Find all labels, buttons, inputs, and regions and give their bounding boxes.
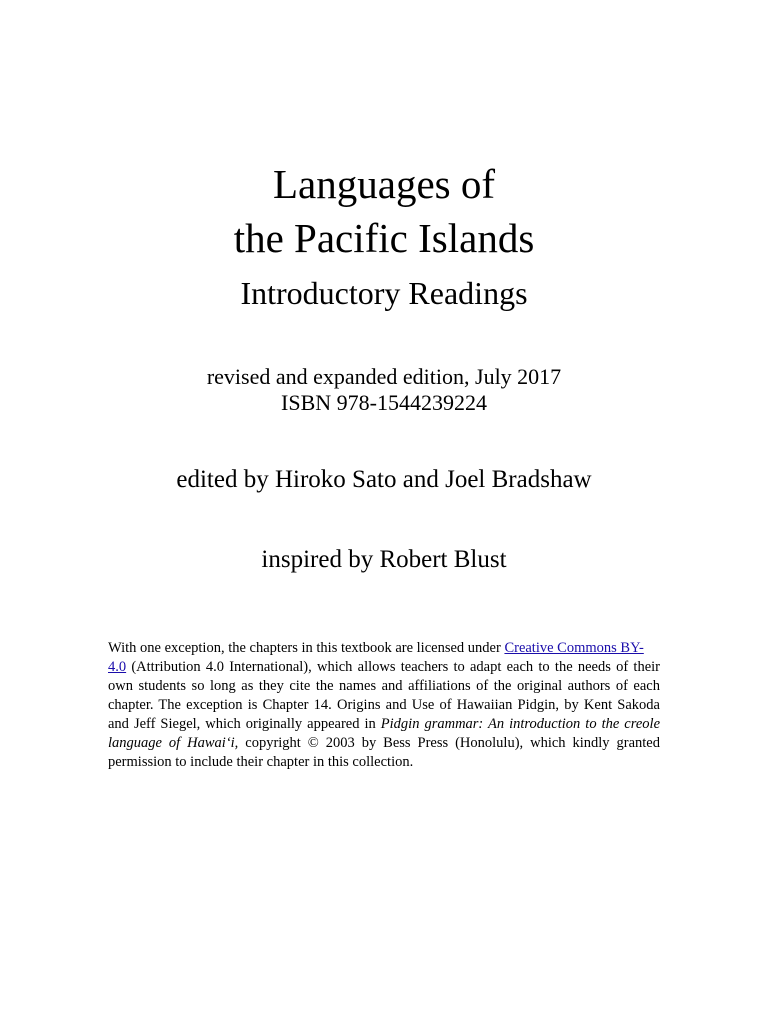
creative-commons-link-part-1[interactable]: Creative Commons BY- <box>504 639 644 656</box>
edition-info: revised and expanded edition, July 2017 <box>206 364 562 389</box>
title-line-1: Languages of <box>273 161 495 207</box>
inspired-credit: inspired by Robert Blust <box>261 546 507 573</box>
isbn: ISBN 978-1544239224 <box>281 390 487 415</box>
license-text-3: copyright © 2003 by Bess Press (Honolulu), which kindly granted permission to include their chapter in this collection. <box>108 734 660 770</box>
subtitle: Introductory Readings <box>240 275 528 311</box>
license-text-2: (Attribution 4.0 International), which allows teachers to adapt each to the needs of their own students so long as they cite the names and affiliations of the original authors of each chapter. The exception is Chapter 14. Origins and Use of Hawaiian Pidgin, by Kent Sakoda and Jeff Siegel, which originally appeared in <box>108 658 660 732</box>
creative-commons-link-part-2[interactable]: 4.0 <box>108 658 127 675</box>
license-text-1: With one exception, the chapters in this textbook are licensed under <box>108 639 505 656</box>
editors-credit: edited by Hiroko Sato and Joel Bradshaw <box>176 466 592 493</box>
book-title: Pidgin grammar: An introduction to the creole language of Hawai‘i, <box>108 715 661 751</box>
title-line-2: the Pacific Islands <box>233 215 535 261</box>
license-paragraph <box>108 639 660 772</box>
